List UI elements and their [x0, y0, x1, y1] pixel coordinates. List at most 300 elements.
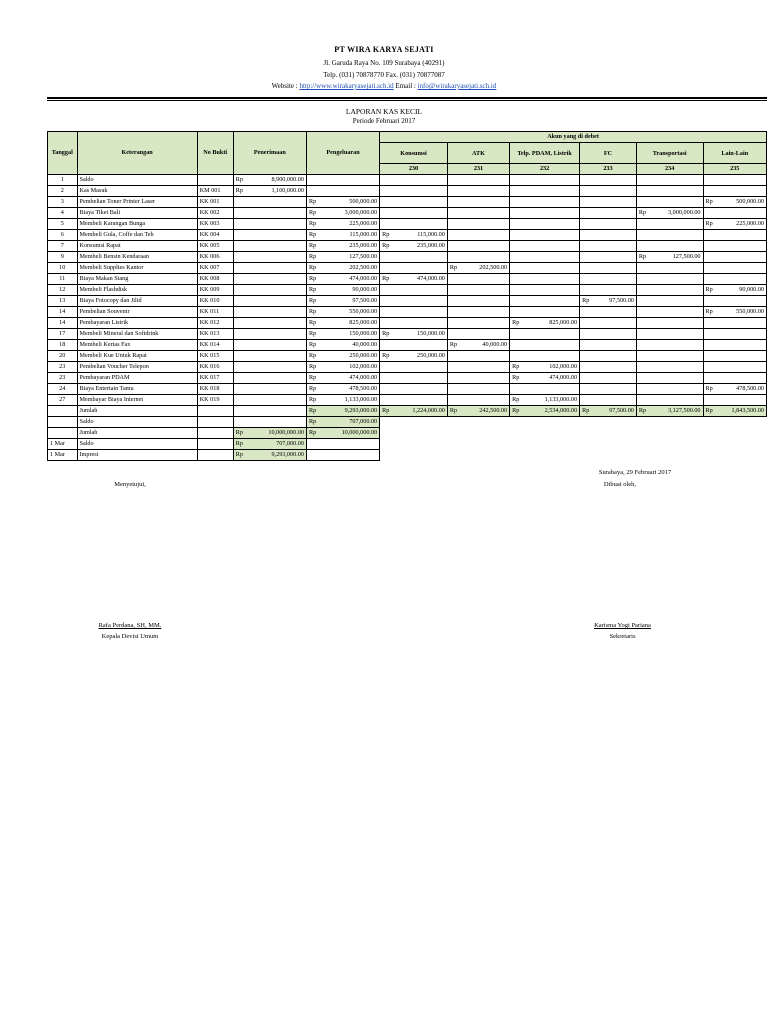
- cell-tanggal: 7: [48, 241, 78, 252]
- cell-tanggal: 11: [48, 274, 78, 285]
- cell-keterangan: Membeli Mineral dan Softdrink: [77, 329, 197, 340]
- cell-account-amount: [380, 263, 448, 274]
- currency-label: Rp: [449, 264, 458, 271]
- amount-value: 242,500.00: [479, 407, 508, 414]
- cell-account-amount: [510, 384, 580, 395]
- table-row: [48, 318, 767, 329]
- currency-label: Rp: [308, 429, 317, 436]
- cell-account-amount: [703, 384, 766, 395]
- cell-account-amount: [703, 230, 766, 241]
- cell-account-total: [580, 406, 637, 417]
- cell-account-amount: [580, 175, 637, 186]
- cell-no-bukti: [197, 417, 233, 428]
- cell-account-amount: [447, 395, 509, 406]
- cell-pengeluaran: [306, 252, 379, 263]
- website-link[interactable]: http://www.wirakaryasejati.sch.id: [299, 82, 394, 90]
- currency-label: Rp: [705, 308, 713, 315]
- currency-label: Rp: [308, 374, 317, 381]
- cell-tanggal: 23: [48, 373, 78, 384]
- currency-label: Rp: [235, 187, 243, 194]
- amount-value: 90,000.00: [352, 286, 378, 293]
- cell-penerimaan: [233, 351, 306, 362]
- email-link[interactable]: info@wirakaryasejati.sch.id: [417, 82, 497, 90]
- currency-label: Rp: [235, 451, 243, 458]
- cell-account-amount: [447, 384, 509, 395]
- currency-label: Rp: [308, 319, 317, 326]
- cell-tanggal: 14: [48, 318, 78, 329]
- amount-value: 1,133,000.00: [344, 396, 378, 403]
- amount-value: 9,293,000.00: [271, 451, 304, 458]
- grand-total-row: [48, 428, 767, 439]
- currency-label: Rp: [512, 319, 520, 326]
- cell-pengeluaran: [306, 439, 379, 450]
- currency-label: Rp: [308, 286, 317, 293]
- amount-value: 2,534,000.00: [544, 407, 578, 414]
- amount-value: 225,000.00: [736, 220, 764, 227]
- cell-keterangan: Pembayaran PDAM: [77, 373, 197, 384]
- currency-label: Rp: [512, 396, 520, 403]
- cell-account-amount: [703, 186, 766, 197]
- cell-account-amount: [703, 329, 766, 340]
- cell-keterangan: Biaya Entertain Tamu: [77, 384, 197, 395]
- cell-tanggal: 14: [48, 307, 78, 318]
- cell-account-amount: [380, 340, 448, 351]
- table-row: [48, 219, 767, 230]
- currency-label: Rp: [308, 396, 317, 403]
- cell-account-amount: [636, 351, 703, 362]
- cell-no-bukti: KK 013: [197, 329, 233, 340]
- cell-account-amount: [703, 362, 766, 373]
- cell-no-bukti: KK 015: [197, 351, 233, 362]
- amount-value: 3,000,000.00: [344, 209, 378, 216]
- cell-keterangan: Membeli Bensin Kendaraan: [77, 252, 197, 263]
- cell-account-amount: [703, 307, 766, 318]
- cell-penerimaan: [233, 340, 306, 351]
- report-period: Periode Februari 2017: [352, 117, 416, 125]
- cell-account-amount: [447, 208, 509, 219]
- cell-account-amount: [703, 285, 766, 296]
- cell-keterangan: Membeli Kertas Fax: [77, 340, 197, 351]
- header-account-code: 234: [636, 164, 703, 175]
- header-account-name: Telp. PDAM, Listrik: [510, 143, 580, 164]
- cell-account-amount: [636, 307, 703, 318]
- cell-keterangan: Biaya Tiket Bali: [77, 208, 197, 219]
- header-divider-thick: [47, 97, 767, 99]
- cell-no-bukti: KK 010: [197, 296, 233, 307]
- currency-label: Rp: [308, 363, 317, 370]
- cell-no-bukti: [197, 175, 233, 186]
- currency-label: Rp: [235, 429, 243, 436]
- cell-account-amount: [510, 197, 580, 208]
- currency-label: Rp: [582, 297, 590, 304]
- cell-account-amount: [447, 340, 509, 351]
- amount-value: 150,000.00: [417, 330, 445, 337]
- table-row: [48, 285, 767, 296]
- cell-penerimaan: [233, 230, 306, 241]
- table-row: [48, 230, 767, 241]
- cell-pengeluaran: [306, 219, 379, 230]
- cell-tanggal: 17: [48, 329, 78, 340]
- cell-tanggal: 1 Mar: [48, 450, 78, 461]
- currency-label: Rp: [382, 231, 390, 238]
- cell-account-amount: [380, 296, 448, 307]
- currency-label: Rp: [308, 407, 317, 414]
- amount-value: 127,500.00: [349, 253, 378, 260]
- cell-keterangan: Pembelian Voucher Telepon: [77, 362, 197, 373]
- cell-penerimaan: [233, 197, 306, 208]
- cell-account-amount: [510, 285, 580, 296]
- cell-keterangan: Saldo: [77, 439, 197, 450]
- amount-value: 1,100,000.00: [271, 187, 304, 194]
- amount-value: 235,000.00: [417, 242, 445, 249]
- cell-penerimaan: [233, 208, 306, 219]
- cell-account-amount: [510, 274, 580, 285]
- amount-value: 9,293,000.00: [344, 407, 378, 414]
- signature-place-date: Surabaya, 29 Februari 2017: [598, 469, 672, 476]
- currency-label: Rp: [512, 407, 520, 414]
- cell-account-amount: [510, 362, 580, 373]
- cell-no-bukti: [197, 428, 233, 439]
- currency-label: Rp: [308, 220, 317, 227]
- cell-pengeluaran: [306, 175, 379, 186]
- cell-penerimaan: [233, 175, 306, 186]
- cell-account-amount: [380, 329, 448, 340]
- currency-label: Rp: [382, 407, 390, 414]
- currency-label: Rp: [308, 341, 317, 348]
- amount-value: 97,500.00: [609, 407, 634, 414]
- cell-account-amount: [510, 340, 580, 351]
- amount-value: 3,127,500.00: [668, 407, 701, 414]
- cell-account-amount: [703, 274, 766, 285]
- cell-tanggal: 23: [48, 362, 78, 373]
- currency-label: Rp: [308, 275, 317, 282]
- cell-keterangan: Pembayaran Listrik: [77, 318, 197, 329]
- cell-pengeluaran: [306, 274, 379, 285]
- cell-account-amount: [580, 219, 637, 230]
- table-row: [48, 175, 767, 186]
- company-address: Jl. Garuda Raya No. 109 Surabaya (40291): [323, 59, 445, 67]
- amount-value: 250,000.00: [417, 352, 445, 359]
- header-account-name: FC: [580, 143, 637, 164]
- header-no-bukti: No Bukti: [197, 132, 233, 175]
- cell-account-amount: [636, 384, 703, 395]
- cell-keterangan: Membayar Biaya Internet: [77, 395, 197, 406]
- amount-value: 500,000.00: [349, 198, 378, 205]
- cell-account-amount: [703, 395, 766, 406]
- amount-value: 97,500.00: [352, 297, 378, 304]
- cell-pengeluaran: [306, 395, 379, 406]
- cell-account-amount: [447, 307, 509, 318]
- header-account-name: Lain-Lain: [703, 143, 766, 164]
- cell-account-amount: [636, 252, 703, 263]
- table-row: [48, 186, 767, 197]
- cell-account-amount: [380, 175, 448, 186]
- currency-label: Rp: [308, 242, 317, 249]
- cell-no-bukti: KK 004: [197, 230, 233, 241]
- approver-name: Rafa Perdana, SH, MM.: [98, 622, 162, 629]
- currency-label: Rp: [308, 264, 317, 271]
- amount-value: 550,000.00: [349, 308, 378, 315]
- amount-value: 127,500.00: [672, 253, 701, 260]
- currency-label: Rp: [382, 275, 390, 282]
- amount-value: 1,133,000.00: [544, 396, 578, 403]
- table-row: [48, 252, 767, 263]
- cell-account-amount: [447, 186, 509, 197]
- amount-value: 3,000,000.00: [668, 209, 701, 216]
- cell-no-bukti: KK 019: [197, 395, 233, 406]
- cell-account-amount: [380, 362, 448, 373]
- currency-label: Rp: [512, 363, 520, 370]
- cell-pengeluaran: [306, 340, 379, 351]
- cell-no-bukti: KK 016: [197, 362, 233, 373]
- header-account-code: 233: [580, 164, 637, 175]
- preparer-title: Sekretaris: [609, 633, 636, 640]
- cell-account-amount: [510, 263, 580, 274]
- amount-value: 474,000.00: [417, 275, 445, 282]
- cell-account-amount: [447, 197, 509, 208]
- currency-label: Rp: [382, 330, 390, 337]
- cell-account-amount: [636, 274, 703, 285]
- currency-label: Rp: [308, 385, 317, 392]
- cell-account-amount: [703, 219, 766, 230]
- amount-value: 90,000.00: [739, 286, 764, 293]
- cell-account-amount: [580, 351, 637, 362]
- amount-value: 97,500.00: [609, 297, 634, 304]
- cell-account-amount: [447, 241, 509, 252]
- currency-label: Rp: [308, 253, 317, 260]
- table-row: [48, 307, 767, 318]
- cell-account-amount: [510, 395, 580, 406]
- cell-penerimaan: [233, 274, 306, 285]
- cell-keterangan: Membeli Kue Untuk Rapat: [77, 351, 197, 362]
- cell-tanggal: 13: [48, 296, 78, 307]
- cell-penerimaan: [233, 219, 306, 230]
- cell-tanggal: 1: [48, 175, 78, 186]
- cell-tanggal: 3: [48, 197, 78, 208]
- currency-label: Rp: [705, 198, 713, 205]
- cell-pengeluaran: [306, 208, 379, 219]
- header-account-name: Transportasi: [636, 143, 703, 164]
- cell-pengeluaran: [306, 197, 379, 208]
- cell-no-bukti: KK 018: [197, 384, 233, 395]
- amount-value: 474,000.00: [349, 275, 378, 282]
- header-account-code: 230: [380, 164, 448, 175]
- cell-keterangan: Imprest: [77, 450, 197, 461]
- cell-pengeluaran: [306, 351, 379, 362]
- cell-account-amount: [447, 230, 509, 241]
- cell-no-bukti: KK 006: [197, 252, 233, 263]
- cell-account-amount: [510, 208, 580, 219]
- amount-value: 202,500.00: [349, 264, 378, 271]
- cell-keterangan: Membeli Supplies Kantor: [77, 263, 197, 274]
- march-row: [48, 439, 767, 450]
- amount-value: 102,000.00: [549, 363, 578, 370]
- currency-label: Rp: [449, 341, 458, 348]
- total-row: [48, 406, 767, 417]
- cell-pengeluaran: [306, 373, 379, 384]
- header-account-code: 231: [447, 164, 509, 175]
- cell-penerimaan: [233, 406, 306, 417]
- cell-account-amount: [510, 241, 580, 252]
- header-tanggal: Tanggal: [48, 132, 78, 175]
- cell-account-amount: [636, 340, 703, 351]
- currency-label: Rp: [308, 198, 317, 205]
- cell-account-amount: [580, 384, 637, 395]
- amount-value: 250,000.00: [349, 352, 378, 359]
- cell-account-amount: [510, 307, 580, 318]
- currency-label: Rp: [308, 297, 317, 304]
- currency-label: Rp: [638, 253, 647, 260]
- cell-account-amount: [636, 230, 703, 241]
- cell-pengeluaran: [306, 230, 379, 241]
- header-account-code: 235: [703, 164, 766, 175]
- cell-account-amount: [380, 351, 448, 362]
- petty-cash-table: [47, 131, 767, 461]
- email-label: Email :: [395, 82, 416, 90]
- amount-value: 102,000.00: [349, 363, 378, 370]
- cell-account-amount: [380, 252, 448, 263]
- cell-account-amount: [703, 351, 766, 362]
- cell-penerimaan: [233, 384, 306, 395]
- preparer-name: Karisma Yogi Pariana: [594, 622, 651, 629]
- cell-account-amount: [447, 219, 509, 230]
- cell-account-amount: [447, 274, 509, 285]
- cell-account-amount: [580, 274, 637, 285]
- cell-pengeluaran: [306, 417, 379, 428]
- cell-penerimaan: [233, 439, 306, 450]
- cell-account-amount: [380, 307, 448, 318]
- header-account-code: 232: [510, 164, 580, 175]
- cell-account-amount: [380, 208, 448, 219]
- cell-account-amount: [580, 362, 637, 373]
- currency-label: Rp: [308, 209, 317, 216]
- cell-penerimaan: [233, 186, 306, 197]
- cell-account-amount: [636, 318, 703, 329]
- table-row: [48, 274, 767, 285]
- cell-no-bukti: KK 005: [197, 241, 233, 252]
- amount-value: 707,000.00: [349, 418, 378, 425]
- amount-value: 474,000.00: [349, 374, 378, 381]
- currency-label: Rp: [705, 286, 713, 293]
- amount-value: 40,000.00: [482, 341, 508, 348]
- cell-account-amount: [447, 252, 509, 263]
- currency-label: Rp: [308, 231, 317, 238]
- cell-pengeluaran: [306, 384, 379, 395]
- amount-value: 8,900,000.00: [271, 176, 304, 183]
- table-row: [48, 329, 767, 340]
- cell-keterangan: Saldo: [77, 175, 197, 186]
- cell-account-amount: [580, 318, 637, 329]
- cell-account-amount: [580, 285, 637, 296]
- cell-account-total: [703, 406, 766, 417]
- cell-account-amount: [703, 318, 766, 329]
- cell-no-bukti: KK 009: [197, 285, 233, 296]
- cell-account-amount: [580, 373, 637, 384]
- saldo-row: [48, 417, 767, 428]
- cell-pengeluaran: [306, 428, 379, 439]
- cell-tanggal: 1 Mar: [48, 439, 78, 450]
- cell-keterangan: Biaya Fotocopy dan Jilid: [77, 296, 197, 307]
- cell-account-amount: [703, 197, 766, 208]
- cell-penerimaan: [233, 373, 306, 384]
- amount-value: 825,000.00: [349, 319, 378, 326]
- cell-account-amount: [703, 373, 766, 384]
- table-row: [48, 296, 767, 307]
- header-penerimaan: Penerimaan: [233, 132, 306, 175]
- cell-account-amount: [447, 318, 509, 329]
- currency-label: Rp: [308, 330, 317, 337]
- company-name: PT WIRA KARYA SEJATI: [334, 45, 434, 54]
- cell-pengeluaran: [306, 362, 379, 373]
- cell-keterangan: Kas Masuk: [77, 186, 197, 197]
- cell-account-amount: [580, 307, 637, 318]
- cell-keterangan: Pembelian Toner Printer Laser: [77, 197, 197, 208]
- cell-account-amount: [580, 208, 637, 219]
- cell-account-amount: [580, 230, 637, 241]
- currency-label: Rp: [235, 176, 243, 183]
- cell-penerimaan: [233, 263, 306, 274]
- cell-pengeluaran: [306, 450, 379, 461]
- cell-tanggal: 12: [48, 285, 78, 296]
- cell-no-bukti: KK 001: [197, 197, 233, 208]
- cell-account-amount: [510, 318, 580, 329]
- cell-account-amount: [447, 296, 509, 307]
- cell-pengeluaran: [306, 318, 379, 329]
- cell-account-amount: [380, 373, 448, 384]
- cell-penerimaan: [233, 252, 306, 263]
- currency-label: Rp: [382, 242, 390, 249]
- cell-tanggal: 20: [48, 351, 78, 362]
- cell-account-amount: [580, 340, 637, 351]
- cell-account-total: [380, 406, 448, 417]
- cell-penerimaan: [233, 296, 306, 307]
- cell-penerimaan: [233, 285, 306, 296]
- cell-account-amount: [447, 263, 509, 274]
- cell-account-amount: [636, 175, 703, 186]
- currency-label: Rp: [308, 308, 317, 315]
- amount-value: 500,000.00: [736, 198, 764, 205]
- header-account-name: Konsumsi: [380, 143, 448, 164]
- currency-label: Rp: [705, 220, 713, 227]
- cell-account-total: [510, 406, 580, 417]
- header-divider-thin: [47, 100, 767, 101]
- cell-pengeluaran: [306, 186, 379, 197]
- cell-account-amount: [636, 208, 703, 219]
- cell-tanggal: 9: [48, 252, 78, 263]
- cell-penerimaan: [233, 362, 306, 373]
- cell-account-amount: [380, 318, 448, 329]
- cell-pengeluaran: [306, 307, 379, 318]
- cell-account-amount: [447, 285, 509, 296]
- cell-account-amount: [636, 186, 703, 197]
- cell-penerimaan: [233, 395, 306, 406]
- cell-account-amount: [580, 241, 637, 252]
- table-row: [48, 384, 767, 395]
- cell-account-amount: [380, 197, 448, 208]
- cell-account-amount: [703, 340, 766, 351]
- cell-penerimaan: [233, 318, 306, 329]
- amount-value: 707,000.00: [276, 440, 304, 447]
- cell-keterangan: Saldo: [77, 417, 197, 428]
- cell-tanggal: 10: [48, 263, 78, 274]
- currency-label: Rp: [638, 407, 647, 414]
- table-row: [48, 373, 767, 384]
- amount-value: 235,000.00: [349, 242, 378, 249]
- cell-account-amount: [703, 208, 766, 219]
- amount-value: 474,000.00: [549, 374, 578, 381]
- cell-account-amount: [510, 373, 580, 384]
- table-row: [48, 395, 767, 406]
